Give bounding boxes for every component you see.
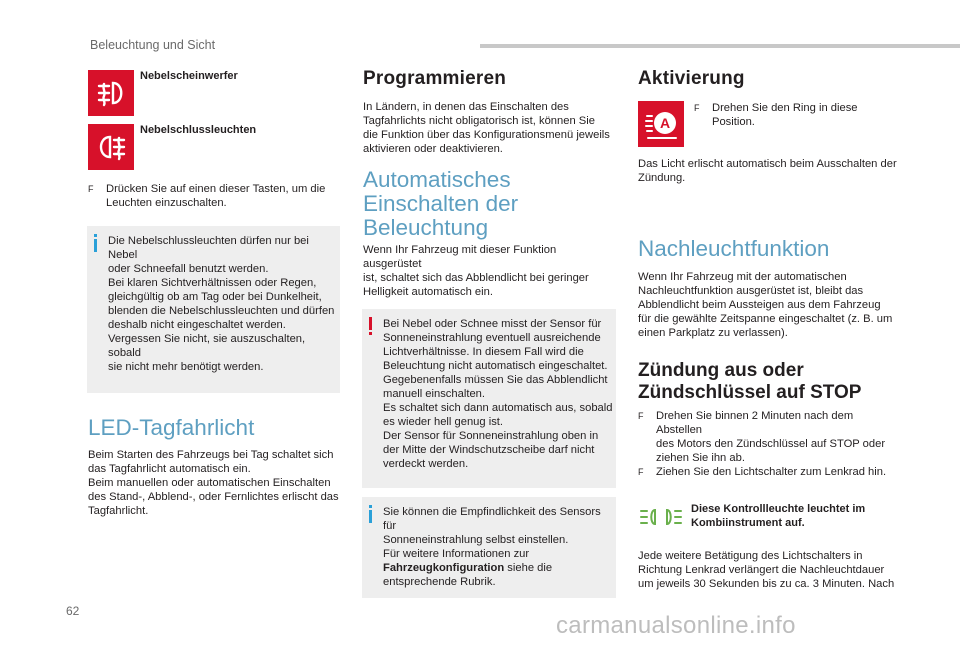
lamp-label-line: Diese Kontrollleuchte leuchtet im	[691, 503, 866, 515]
nach-line: für die gewählte Zeitspanne eingeschaltet (z. B. um	[638, 313, 893, 325]
akt-bullet: F Drehen Sie den Ring in diese	[694, 101, 894, 115]
aktivierung-heading: Aktivierung	[638, 68, 745, 89]
info-line: oder Schneefall benutzt werden.	[108, 263, 269, 275]
info-line: Für weitere Informationen zur	[383, 548, 530, 560]
info-line: Sie können die Empfindlichkeit des Sensors für	[383, 506, 601, 532]
front-fog-lamp-icon	[88, 70, 134, 116]
rear-fog-lamp-label: Nebelschlussleuchten	[140, 124, 257, 136]
auto-line: ist, schaltet sich das Abblendlicht bei geringer	[363, 272, 589, 284]
warn-line: Sonneneinstrahlung eventuell ausreichende	[383, 332, 601, 344]
prog-line: In Ländern, in denen das Einschalten des	[363, 101, 569, 113]
warn-line: Beleuchtung nicht automatisch eingeschaltet.	[383, 360, 608, 372]
config-link-text: Fahrzeugkonfiguration	[383, 562, 505, 574]
info-line: Bei klaren Sichtverhältnissen oder Regen,	[108, 277, 317, 289]
nach-line: Wenn Ihr Fahrzeug mit der automatischen	[638, 271, 847, 283]
watermark: carmanualsonline.info	[556, 612, 796, 639]
header-bar	[480, 44, 960, 48]
rear-fog-lamp-icon	[88, 124, 134, 170]
info-line: Die Nebelschlussleuchten dürfen nur bei Nebel	[108, 235, 309, 261]
info-icon	[94, 234, 97, 252]
auto-lighting-icon	[638, 101, 684, 147]
led-line: das Tagfahrlicht automatisch ein.	[88, 463, 251, 475]
warn-line: Bei Nebel oder Schnee misst der Sensor für	[383, 318, 602, 330]
info-line: sie nicht mehr benötigt werden.	[108, 361, 264, 373]
info-line: deshalb nicht eingeschaltet werden.	[108, 319, 286, 331]
info-line: gleichgültig ob am Tag oder bei Dunkelheit,	[108, 291, 322, 303]
final-line: Richtung Lenkrad verlängert die Nachleuchtdauer	[638, 564, 885, 576]
svg-text:A: A	[659, 115, 671, 131]
daytime-lamp-indicator-icon	[638, 502, 684, 532]
led-line: Beim Starten des Fahrzeugs bei Tag schaltet sich	[88, 449, 334, 461]
final-line: um jeweils 30 Sekunden bis zu ca. 3 Minuten. Nach	[638, 578, 895, 590]
lamp-label-line: Kombiinstrument auf.	[691, 517, 805, 529]
auto-lighting-heading	[363, 168, 518, 240]
page-number: 62	[66, 604, 80, 618]
info-line: blenden die Nebelschlussleuchten und dürfen	[108, 305, 335, 317]
warn-line: es wieder hell genug ist.	[383, 416, 504, 428]
prog-line: aktivieren oder deaktivieren.	[363, 143, 503, 155]
programmieren-heading: Programmieren	[363, 68, 507, 89]
nach-line: einen Parkplatz zu verlassen).	[638, 327, 788, 339]
nach-line: Abblendlicht beim Aussteigen aus dem Fahrzeug	[638, 299, 881, 311]
warn-line: der Mitte der Windschutzscheibe darf nicht	[383, 444, 595, 456]
akt-bullet-cont: Position.	[712, 116, 755, 128]
sensor-info-box	[362, 497, 616, 598]
led-line: Beim manuellen oder automatischen Einschalten	[88, 477, 331, 489]
info-icon	[369, 505, 372, 523]
warn-line: verdeckt werden.	[383, 458, 469, 470]
warning-icon	[369, 317, 372, 337]
warn-line: Der Sensor für Sonneneinstrahlung oben in	[383, 430, 599, 442]
warn-line: Es schaltet sich dann automatisch aus, sobald	[383, 402, 613, 414]
section-title: Beleuchtung und Sicht	[90, 38, 216, 52]
warn-line: manuell einschalten.	[383, 388, 485, 400]
info-tail: siehe die	[504, 562, 553, 574]
zundung-heading	[638, 360, 861, 404]
led-line: Tagfahrlicht.	[88, 505, 149, 517]
info-line-mixed	[383, 561, 615, 575]
zund-bullet-1: F Drehen Sie binnen 2 Minuten nach dem Abstellen	[638, 409, 900, 437]
bullet-fog-instruction: F Drücken Sie auf einen dieser Tasten, um die Leuchten einzuschalten.	[88, 182, 354, 210]
auto-line: Wenn Ihr Fahrzeug mit dieser Funktion ausgerüstet	[363, 244, 557, 270]
final-line: Jede weitere Betätigung des Lichtschalters in	[638, 550, 863, 562]
auto-heading-line: Automatisches	[363, 167, 511, 192]
auto-heading-line: Einschalten der	[363, 191, 519, 216]
led-line: des Stand-, Abblend-, oder Fernlichtes erlischt das	[88, 491, 339, 503]
zund-bullet-2: F Ziehen Sie den Lichtschalter zum Lenkrad hin.	[638, 465, 900, 479]
zund-bullet-1-cont: ziehen Sie ihn ab.	[656, 452, 745, 464]
fog-info-box	[87, 226, 340, 393]
warn-line: Lichtverhältnisse. In diesem Fall wird die	[383, 346, 584, 358]
akt-line: Das Licht erlischt automatisch beim Ausschalten der	[638, 158, 897, 170]
zund-heading-line: Zündschlüssel auf STOP	[638, 382, 862, 403]
info-line: Sonneneinstrahlung selbst einstellen.	[383, 534, 569, 546]
nach-line: Nachleuchtfunktion ausgerüstet ist, bleibt das	[638, 285, 864, 297]
zund-bullet-1-cont: des Motors den Zündschlüssel auf STOP oder	[656, 438, 886, 450]
sensor-warning-box	[362, 309, 616, 488]
auto-heading-line: Beleuchtung	[363, 215, 489, 240]
led-heading: LED-Tagfahrlicht	[88, 415, 255, 440]
info-line: Vergessen Sie nicht, sie auszuschalten, sobald	[108, 333, 306, 359]
auto-line: Helligkeit automatisch ein.	[363, 286, 493, 298]
front-fog-lamp-label: Nebelscheinwerfer	[140, 70, 238, 82]
info-line: entsprechende Rubrik.	[383, 576, 496, 588]
prog-line: die Funktion über das Konfigurationsmenü jeweils	[363, 129, 610, 141]
nachleucht-heading: Nachleuchtfunktion	[638, 236, 830, 261]
warn-line: Gegebenenfalls müssen Sie das Abblendlicht	[383, 374, 608, 386]
zund-heading-line: Zündung aus oder	[638, 360, 804, 381]
akt-line: Zündung.	[638, 172, 686, 184]
prog-line: Tagfahrlichts nicht obligatorisch ist, können Sie	[363, 115, 595, 127]
